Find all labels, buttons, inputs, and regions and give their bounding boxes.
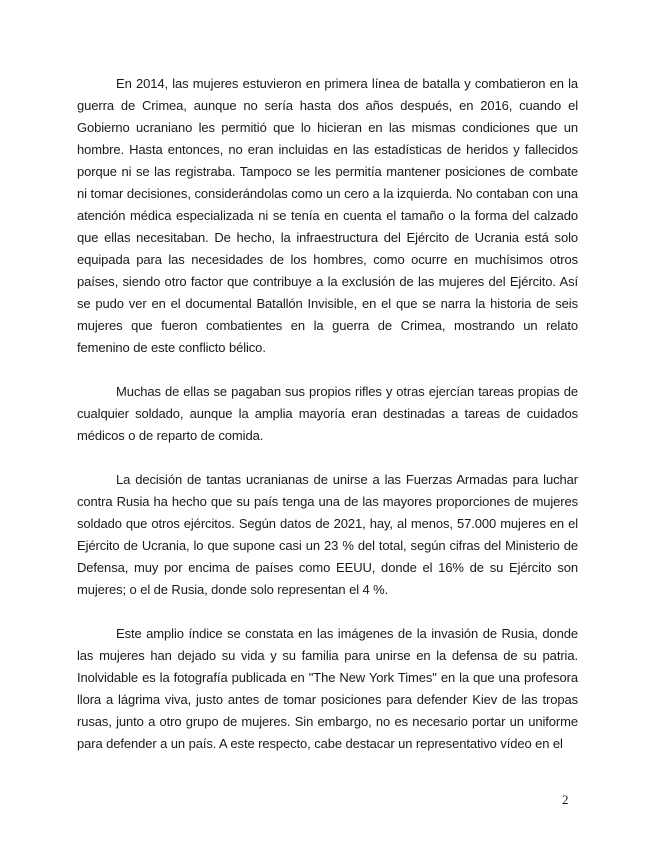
body-text bbox=[77, 73, 578, 777]
page-number: 2 bbox=[562, 792, 569, 807]
paragraph-1: En 2014, las mujeres estuvieron en primera línea de batalla y combatieron en la guerra de Crimea, aunque no sería hasta dos años después, en 2016, cuando el Gobierno ucraniano les permitió que lo hicieran en las mismas condiciones que un hombre. Hasta entonces, no eran incluidas en las estadísticas de heridos y fallecidos porque ni se las registraba. Tampoco se les permitía mantener posiciones de combate ni tomar decisiones, considerándolas como un cero a la izquierda. No contaban con una atención médica especializada ni se tenía en cuenta el tamaño o la forma del calzado que ellas necesitaban. De hecho, la infraestructura del Ejército de Ucrania está solo equipada para las necesidades de los hombres, como ocurre en muchísimos otros países, siendo otro factor que contribuye a la exclusión de las mujeres del Ejército. Así se pudo ver en el documental Batallón Invisible, en el que se narra la historia de seis mujeres que fueron combatientes en la guerra de Crimea, mostrando un relato femenino de este conflicto bélico. bbox=[77, 76, 578, 355]
paragraph-2: Muchas de ellas se pagaban sus propios rifles y otras ejercían tareas propias de cualquier soldado, aunque la amplia mayoría eran destinadas a tareas de cuidados médicos o de reparto de comida. bbox=[77, 384, 578, 443]
paragraph-4: Este amplio índice se constata en las imágenes de la invasión de Rusia, donde las mujeres han dejado su vida y su familia para unirse en la defensa de su patria. Inolvidable es la fotografía publicada en "The New York Times" en la que una profesora llora a lágrima viva, justo antes de tomar posiciones para defender Kiev de las tropas rusas, junto a otro grupo de mujeres. Sin embargo, no es necesario portar un uniforme para defender a un país. A este respecto, cabe destacar un representativo vídeo en el bbox=[77, 626, 578, 751]
paragraph-3: La decisión de tantas ucranianas de unirse a las Fuerzas Armadas para luchar contra Rusia ha hecho que su país tenga una de las mayores proporciones de mujeres soldado que otros ejércitos. Según datos de 2021, hay, al menos, 57.000 mujeres en el Ejército de Ucrania, lo que supone casi un 23 % del total, según cifras del Ministerio de Defensa, muy por encima de países como EEUU, donde el 16% de su Ejército son mujeres; o el de Rusia, donde solo representan el 4 %. bbox=[77, 472, 578, 597]
